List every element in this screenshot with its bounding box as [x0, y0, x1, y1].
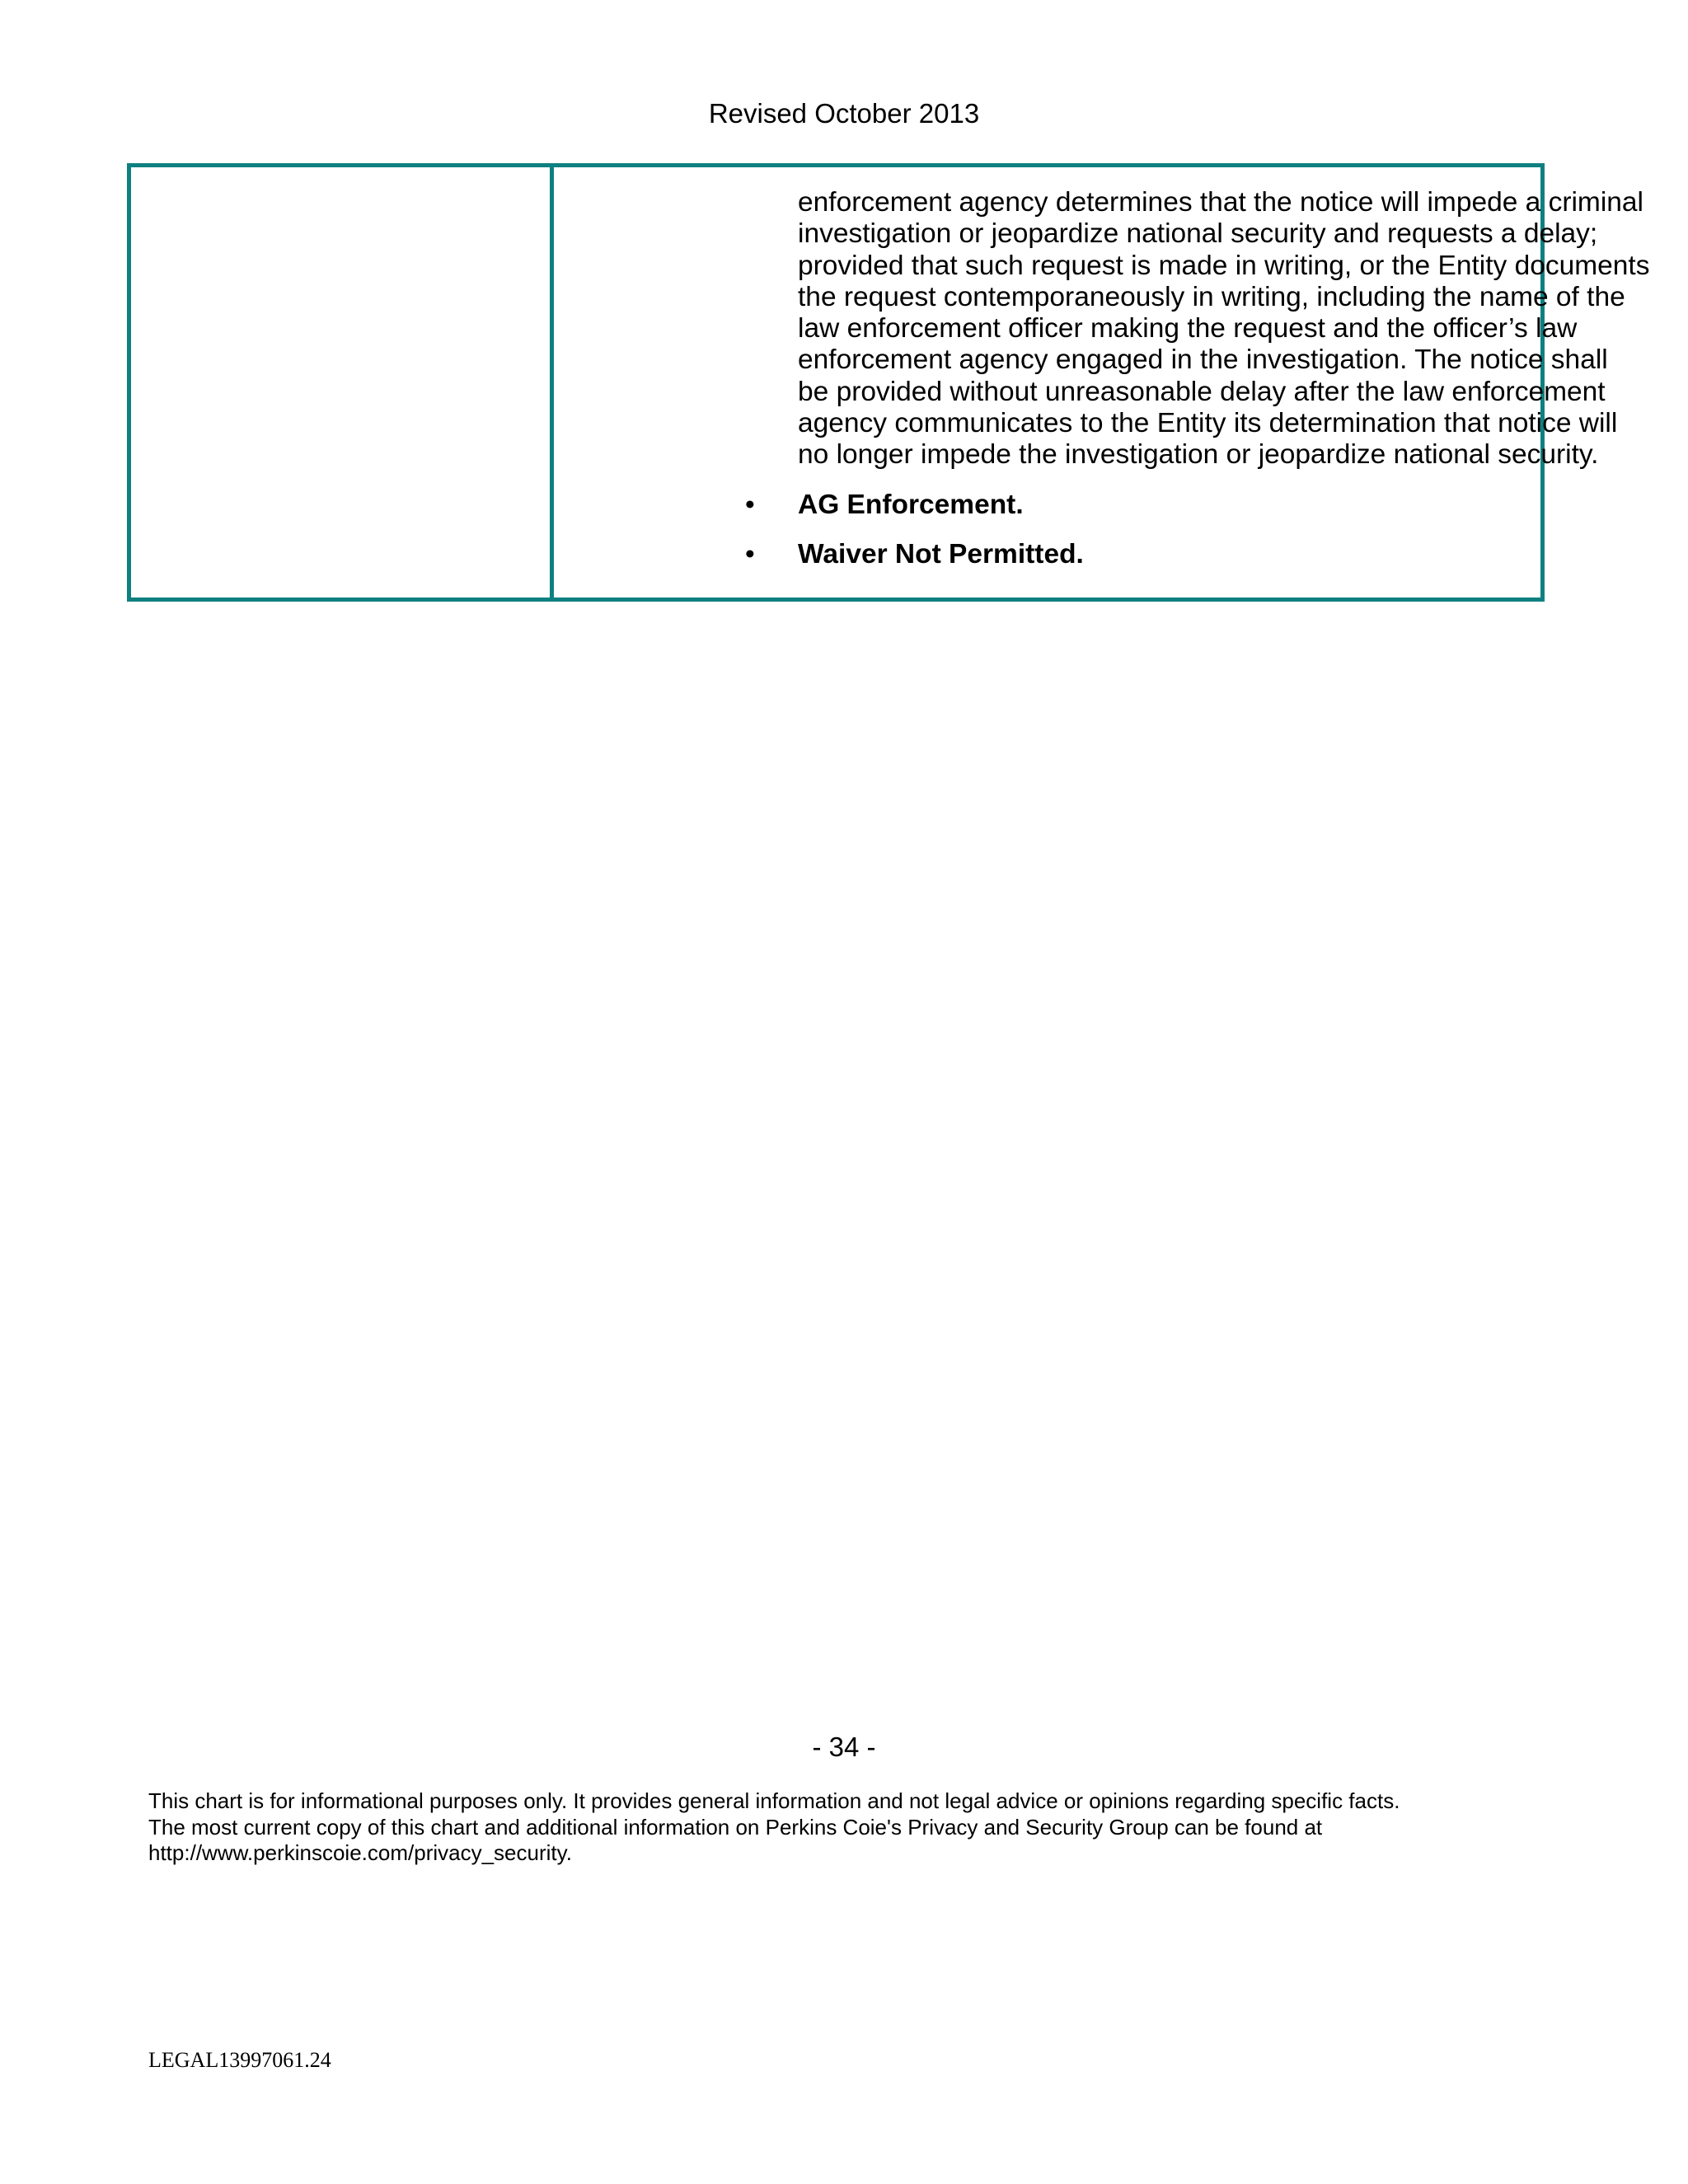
paragraph-line: provided that such request is made in writing, or the Entity documents [798, 250, 1650, 281]
bullet-waiver-not-permitted [554, 539, 1540, 570]
document-id: LEGAL13997061.24 [148, 2048, 331, 2072]
content-table [127, 163, 1650, 602]
bullet-list [554, 490, 1540, 570]
bullet-label: AG Enforcement. [798, 489, 1024, 520]
paragraph-line: investigation or jeopardize national security and requests a delay; [798, 218, 1598, 250]
paragraph-line: enforcement agency engaged in the investigation. The notice shall [798, 344, 1608, 376]
bullet-ag-enforcement [554, 490, 1540, 521]
bullet-dot-icon: • [745, 489, 755, 520]
revision-header: Revised October 2013 [708, 98, 980, 129]
paragraph-line: the request contemporaneously in writing, including the name of the [798, 281, 1625, 312]
paragraph-line: be provided without unreasonable delay after the law enforcement [798, 376, 1606, 407]
footer-disclaimer [148, 1788, 1599, 1867]
paragraph-line: agency communicates to the Entity its determination that notice will [798, 408, 1618, 439]
disclaimer-line: The most current copy of this chart and additional information on Perkins Coie's Privacy and Security Group can be found at [148, 1814, 1323, 1840]
disclaimer-line: http://www.perkinscoie.com/privacy_security. [148, 1840, 572, 1865]
bullet-label: Waiver Not Permitted. [798, 538, 1084, 569]
disclaimer-line: This chart is for informational purposes only. It provides general information and not legal advice or opinions regarding specific facts. [148, 1788, 1400, 1813]
paragraph-line: no longer impede the investigation or jeopardize national security. [798, 439, 1599, 471]
paragraph-line: enforcement agency determines that the notice will impede a criminal [798, 187, 1643, 218]
page-number: - 34 - [812, 1732, 876, 1762]
bullet-dot-icon: • [745, 538, 755, 569]
table-right-cell [554, 187, 1650, 588]
notice-paragraph [798, 187, 1650, 471]
paragraph-line: law enforcement officer making the request and the officer’s law [798, 313, 1578, 344]
